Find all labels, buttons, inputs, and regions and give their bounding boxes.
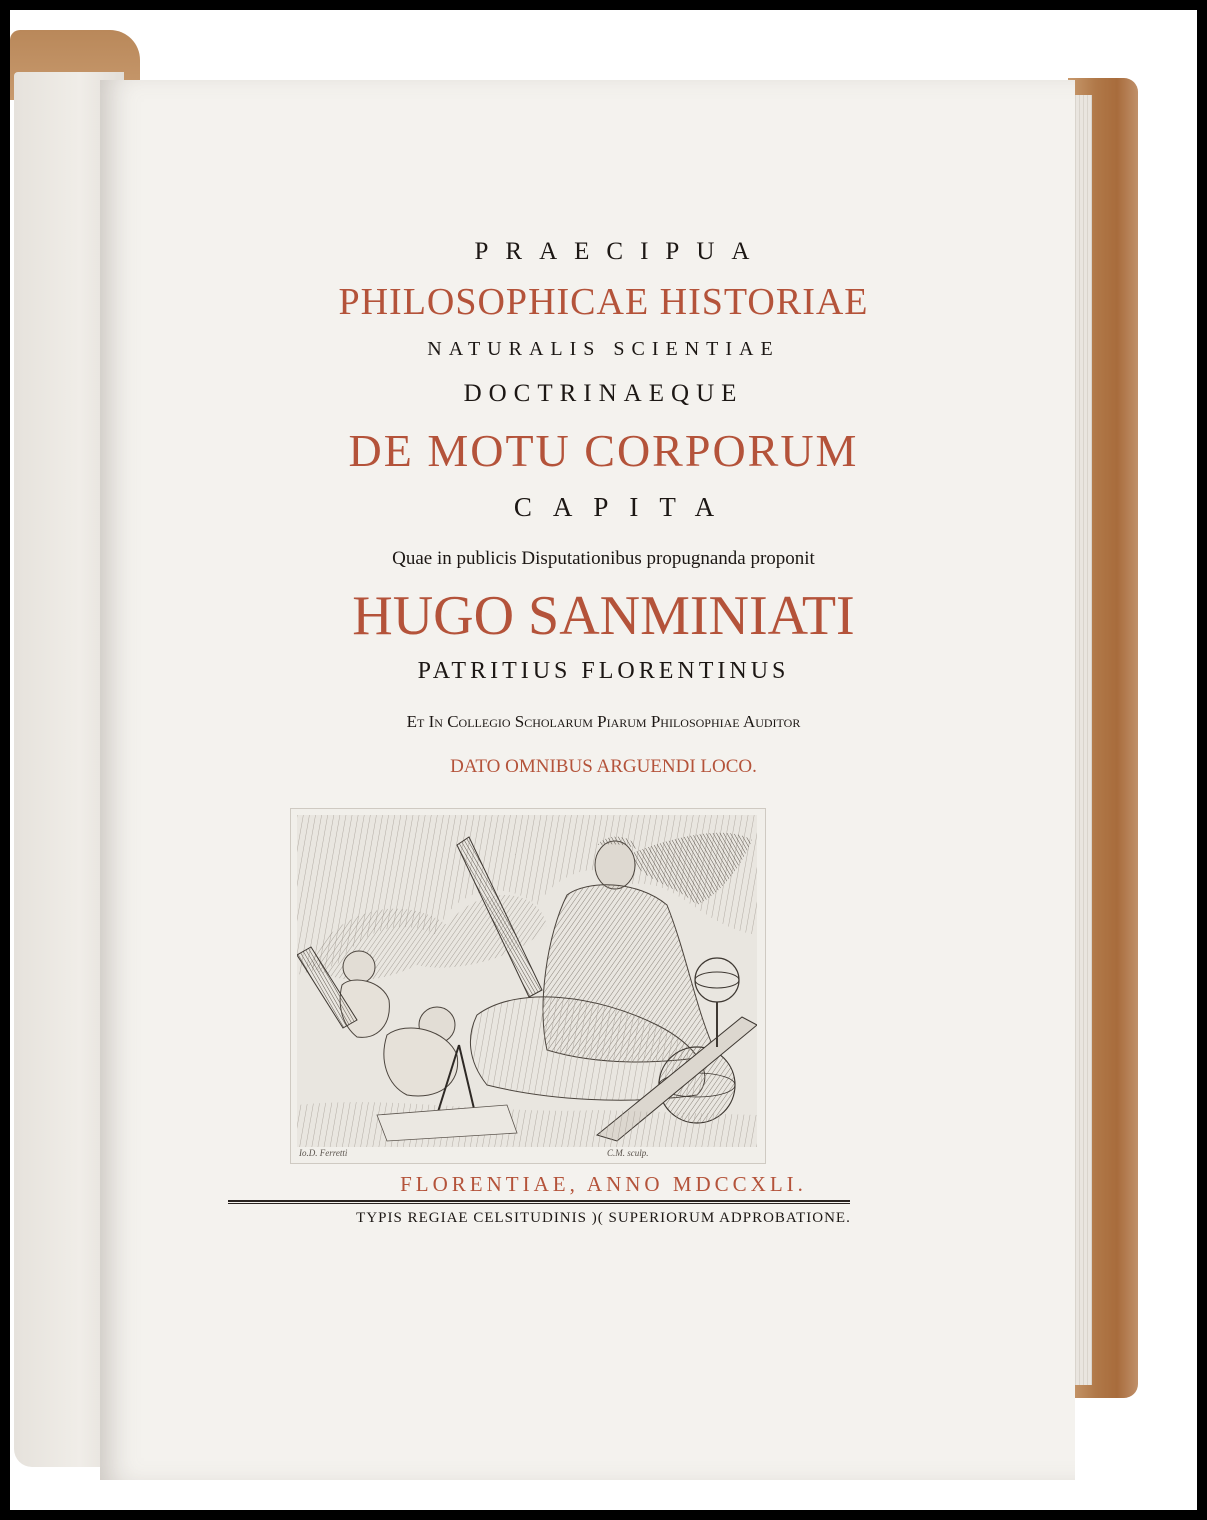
engraving-plate bbox=[290, 808, 766, 1164]
author-name: HUGO SANMINIATI bbox=[352, 585, 855, 647]
engraving-signature-left: Io.D. Ferretti bbox=[299, 1148, 348, 1158]
title-line-capita: CAPITA bbox=[513, 492, 736, 522]
title-line-patritius: PATRITIUS FLORENTINUS bbox=[417, 658, 790, 684]
title-line-praecipua: PRAECIPUA bbox=[474, 238, 767, 265]
imprint-line: FLORENTIAE, ANNO MDCCXLI. bbox=[400, 1172, 807, 1196]
printer-line: TYPIS REGIAE CELSITUDINIS )( SUPERIORUM ADPROBATIONE. bbox=[356, 1210, 851, 1226]
imprint-rule-thin bbox=[228, 1203, 850, 1204]
title-line-de-motu: DE MOTU CORPORUM bbox=[348, 425, 859, 476]
engraving-signature-right: C.M. sculp. bbox=[607, 1148, 649, 1158]
title-line-doctrinaeque: DOCTRINAEQUE bbox=[463, 380, 744, 407]
engraving-image bbox=[297, 815, 757, 1147]
title-line-quae: Quae in publicis Disputationibus propugnanda proponit bbox=[392, 548, 815, 569]
title-line-naturalis: NATURALIS SCIENTIAE bbox=[427, 338, 780, 360]
title-line-philosophicae: PHILOSOPHICAE HISTORIAE bbox=[338, 281, 869, 323]
title-line-collegio: Et In Collegio Scholarum Piarum Philosophiae Auditor bbox=[406, 712, 801, 731]
title-line-dato: DATO OMNIBUS ARGUENDI LOCO. bbox=[450, 756, 757, 777]
imprint-rule bbox=[228, 1200, 850, 1202]
